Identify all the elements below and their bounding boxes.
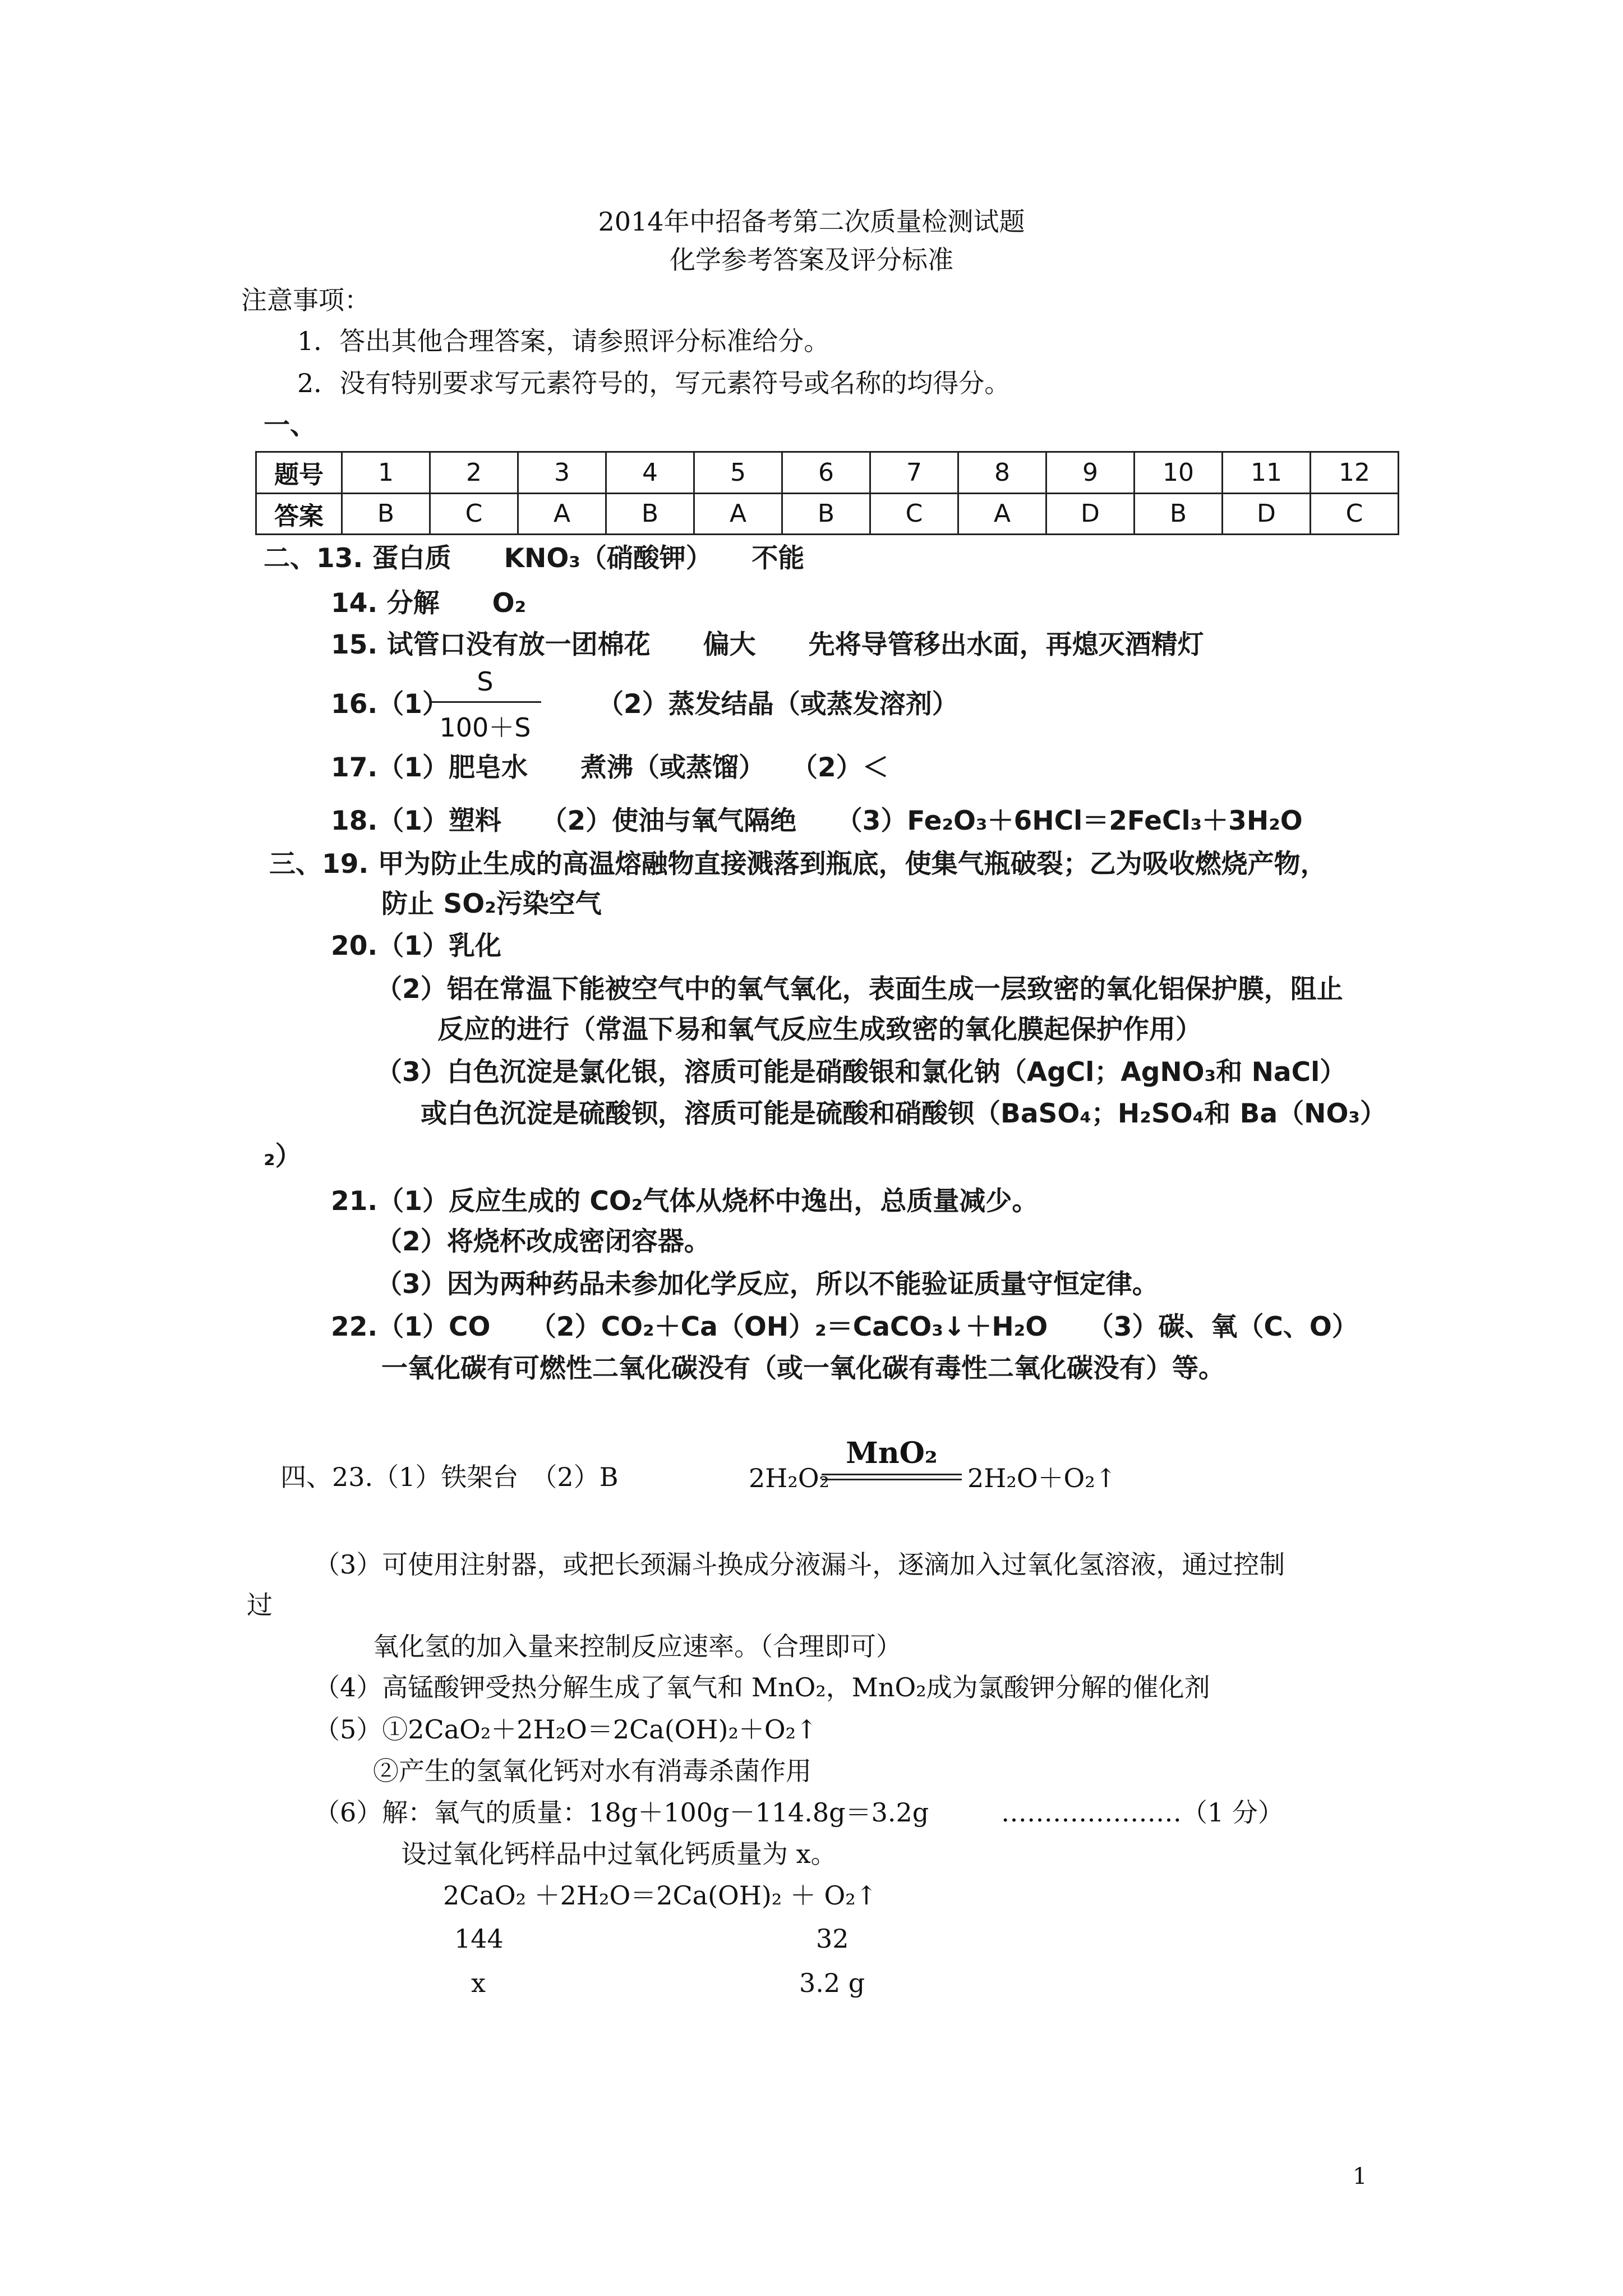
note-item-2: 2．没有特别要求写元素符号的，写元素符号或名称的均得分。 xyxy=(297,368,1011,398)
notes-heading: 注意事项： xyxy=(241,285,370,315)
answer-23-5-2: ②产生的氢氧化钙对水有消毒杀菌作用 xyxy=(373,1756,811,1786)
note-item-1: 1．答出其他合理答案，请参照评分标准给分。 xyxy=(297,326,830,356)
table-cell: 11 xyxy=(1223,452,1311,494)
table-header-answer: 答案 xyxy=(256,493,342,535)
table-row-questions xyxy=(256,452,1399,494)
answer-22-line-1: 22.（1）CO （2）CO₂＋Ca（OH）₂＝CaCO₃↓＋H₂O （3）碳、氧（C、O） xyxy=(331,1312,1358,1342)
answer-16-rest: （2）蒸发结晶（或蒸发溶剂） xyxy=(597,689,958,720)
unknown-x: x xyxy=(471,1968,486,1998)
molar-mass-o2: 32 xyxy=(816,1924,849,1954)
answer-23-3-line-1: （3）可使用注射器，或把长颈漏斗换成分液漏斗，逐滴加入过氧化氢溶液，通过控制 xyxy=(314,1549,1285,1580)
table-cell: 2 xyxy=(430,452,518,494)
answer-14: 14. 分解 O₂ xyxy=(331,588,527,619)
answer-23-prefix: 四、23.（1）铁架台 （2）B xyxy=(280,1462,619,1492)
answer-21-3: （3）因为两种药品未参加化学反应，所以不能验证质量守恒定律。 xyxy=(376,1269,1159,1300)
fraction-numerator: S xyxy=(477,666,494,697)
table-cell: B xyxy=(782,493,870,535)
answer-15: 15. 试管口没有放一团棉花 偏大 先将导管移出水面，再熄灭酒精灯 xyxy=(331,629,1204,660)
table-row-answers xyxy=(256,493,1399,535)
equals-double-line xyxy=(822,1474,962,1480)
catalyst-condition xyxy=(822,1436,962,1480)
table-cell: 12 xyxy=(1311,452,1399,494)
part1-label: 一、 xyxy=(264,410,316,441)
table-cell: B xyxy=(1135,493,1223,535)
table-cell: 6 xyxy=(782,452,870,494)
answer-20-3-line-2: 或白色沉淀是硫酸钡，溶质可能是硫酸和硝酸钡（BaSO₄；H₂SO₄和 Ba（NO₃） xyxy=(421,1098,1387,1129)
fraction xyxy=(429,666,541,744)
answer-20-2-line-1: （2）铝在常温下能被空气中的氧气氧化，表面生成一层致密的氧化铝保护膜，阻止 xyxy=(376,974,1343,1005)
table-cell: A xyxy=(694,493,782,535)
score-note: …………………（1 分） xyxy=(1001,1797,1284,1828)
table-cell: 3 xyxy=(518,452,606,494)
answer-21-1: 21.（1）反应生成的 CO₂气体从烧杯中逸出，总质量减少。 xyxy=(331,1186,1039,1217)
fraction-denominator: 100＋S xyxy=(439,712,531,743)
answer-17: 17.（1）肥皂水 煮沸（或蒸馏） （2）＜ xyxy=(331,752,889,783)
answer-23-5-1: （5）①2CaO₂＋2H₂O＝2Ca(OH)₂＋O₂↑ xyxy=(314,1714,818,1745)
answer-23-3-line-3: 氧化氢的加入量来控制反应速率。（合理即可） xyxy=(373,1631,902,1662)
answer-19-line-2: 防止 SO₂污染空气 xyxy=(381,889,602,919)
answer-21-2: （2）将烧杯改成密闭容器。 xyxy=(376,1226,711,1257)
answer-20-2-line-2: 反应的进行（常温下易和氧气反应生成致密的氧化膜起保护作用） xyxy=(437,1014,1202,1045)
answer-19-line-1: 三、19. 甲为防止生成的高温熔融物直接溅落到瓶底，使集气瓶破裂；乙为吸收燃烧产物， xyxy=(269,849,1327,880)
table-cell: B xyxy=(342,493,430,535)
answer-20-3-line-1: （3）白色沉淀是氯化银，溶质可能是硝酸银和氯化钠（AgCl；AgNO₃和 NaCl） xyxy=(376,1057,1347,1088)
answer-13: 二、13. 蛋白质 KNO₃（硝酸钾） 不能 xyxy=(264,543,805,574)
table-cell: C xyxy=(430,493,518,535)
table-cell: C xyxy=(1311,493,1399,535)
title-line-1: 2014年中招备考第二次质量检测试题 xyxy=(598,206,1025,237)
answer-16-prefix: 16.（1） xyxy=(331,689,449,720)
equation-rhs: 2H₂O＋O₂↑ xyxy=(967,1463,1117,1493)
answer-table xyxy=(255,451,1399,535)
answer-20-3-line-3: ₂） xyxy=(264,1141,302,1172)
table-cell: 1 xyxy=(342,452,430,494)
catalyst-label: MnO₂ xyxy=(846,1436,938,1470)
answer-18: 18.（1）塑料 （2）使油与氧气隔绝 （3）Fe₂O₃＋6HCl＝2FeCl₃＋3H₂O xyxy=(331,806,1303,836)
table-cell: 5 xyxy=(694,452,782,494)
table-header-question: 题号 xyxy=(256,452,342,494)
page-number: 1 xyxy=(1353,2164,1367,2189)
title-line-2: 化学参考答案及评分标准 xyxy=(670,245,953,275)
answer-23-6-line-2: 设过氧化钙样品中过氧化钙质量为 x。 xyxy=(401,1839,837,1869)
table-cell: 10 xyxy=(1135,452,1223,494)
table-cell: 7 xyxy=(870,452,958,494)
table-cell: D xyxy=(1046,493,1135,535)
answer-23-6-line-1: （6）解：氧气的质量：18g＋100g－114.8g＝3.2g xyxy=(314,1797,929,1828)
answer-23-4: （4）高锰酸钾受热分解生成了氧气和 MnO₂，MnO₂成为氯酸钾分解的催化剂 xyxy=(314,1672,1210,1703)
answer-22-line-2: 一氧化碳有可燃性二氧化碳没有（或一氧化碳有毒性二氧化碳没有）等。 xyxy=(381,1353,1225,1384)
table-cell: D xyxy=(1223,493,1311,535)
molar-mass-cao2: 144 xyxy=(454,1924,504,1954)
table-cell: A xyxy=(958,493,1046,535)
table-cell: A xyxy=(518,493,606,535)
table-cell: B xyxy=(606,493,694,535)
fraction-bar xyxy=(429,701,541,703)
table-cell: 8 xyxy=(958,452,1046,494)
answer-23-3-line-2: 过 xyxy=(247,1590,273,1620)
table-cell: 9 xyxy=(1046,452,1135,494)
oxygen-mass: 3.2 g xyxy=(799,1968,865,1998)
answer-20-1: 20.（1）乳化 xyxy=(331,931,501,961)
table-cell: C xyxy=(870,493,958,535)
equation-lhs: 2H₂O₂ xyxy=(749,1463,829,1493)
answer-23-6-equation: 2CaO₂ ＋2H₂O＝2Ca(OH)₂ ＋ O₂↑ xyxy=(443,1880,878,1911)
table-cell: 4 xyxy=(606,452,694,494)
